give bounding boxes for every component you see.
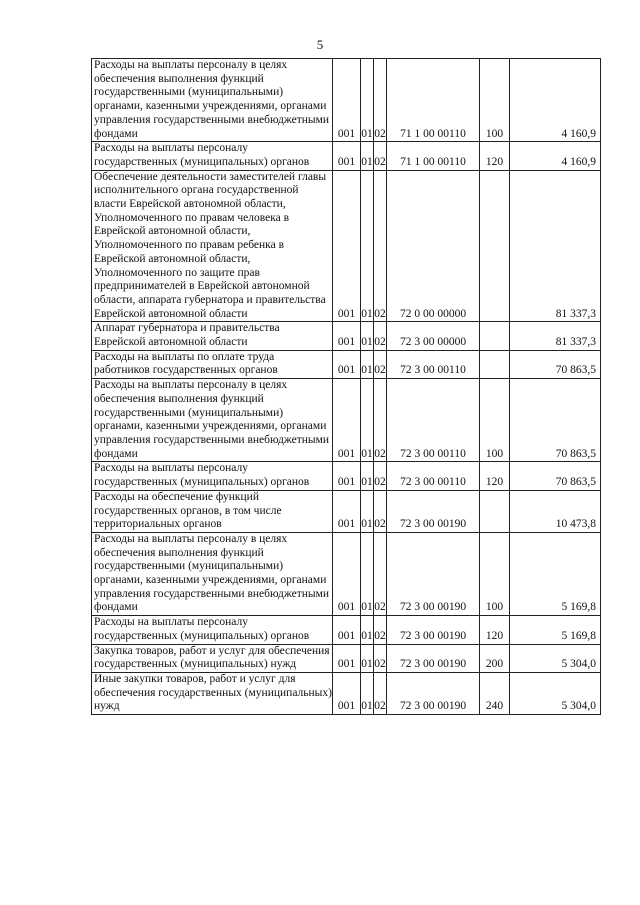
target-article-code: 72 3 00 00190	[387, 532, 480, 615]
table-row	[92, 644, 601, 672]
subsection-code: 02	[374, 59, 387, 142]
target-article-code: 71 1 00 00110	[387, 59, 480, 142]
table-row	[92, 379, 601, 462]
target-article-code: 72 0 00 00000	[387, 170, 480, 322]
amount: 4 160,9	[510, 59, 601, 142]
subsection-code: 02	[374, 532, 387, 615]
table-row	[92, 59, 601, 142]
section-code: 01	[361, 616, 374, 644]
row-name: Обеспечение деятельности заместителей главы исполнительного органа государственной власти Еврейской автономной области, Уполномоченного по правам человека в Еврейской автономной области, Уполномоченного по правам ребенка в Еврейской автономной области, Уполномоченного по защите прав предпринимателей в Еврейской автономной области, аппарата губернатора и правительства Еврейской автономной области	[92, 170, 333, 322]
expense-type-code	[480, 170, 510, 322]
target-article-code: 72 3 00 00190	[387, 672, 480, 714]
row-name: Расходы на выплаты персоналу в целях обеспечения выполнения функций государственными (муниципальными) органами, казенными учреждениями, органами управления государственными внебюджетными фондами	[92, 532, 333, 615]
table-row	[92, 532, 601, 615]
target-article-code: 72 3 00 00110	[387, 379, 480, 462]
row-name: Расходы на выплаты персоналу государственных (муниципальных) органов	[92, 616, 333, 644]
page-number: 5	[316, 37, 324, 52]
section-code: 01	[361, 644, 374, 672]
section-code: 01	[361, 322, 374, 350]
row-name: Расходы на выплаты персоналу в целях обеспечения выполнения функций государственными (муниципальными) органами, казенными учреждениями, органами управления государственными внебюджетными фондами	[92, 379, 333, 462]
amount: 70 863,5	[510, 379, 601, 462]
expense-type-code: 100	[480, 59, 510, 142]
budget-table	[91, 58, 601, 715]
ministry-code: 001	[333, 142, 361, 170]
subsection-code: 02	[374, 322, 387, 350]
ministry-code: 001	[333, 462, 361, 490]
row-name: Расходы на выплаты персоналу государственных (муниципальных) органов	[92, 462, 333, 490]
section-code: 01	[361, 490, 374, 532]
row-name: Закупка товаров, работ и услуг для обеспечения государственных (муниципальных) нужд	[92, 644, 333, 672]
target-article-code: 72 3 00 00190	[387, 616, 480, 644]
row-name: Аппарат губернатора и правительства Еврейской автономной области	[92, 322, 333, 350]
subsection-code: 02	[374, 672, 387, 714]
amount: 81 337,3	[510, 170, 601, 322]
budget-table-body	[92, 59, 601, 715]
target-article-code: 72 3 00 00110	[387, 462, 480, 490]
subsection-code: 02	[374, 142, 387, 170]
target-article-code: 72 3 00 00110	[387, 350, 480, 378]
table-row	[92, 616, 601, 644]
section-code: 01	[361, 170, 374, 322]
expense-type-code: 200	[480, 644, 510, 672]
table-row	[92, 170, 601, 322]
row-name: Расходы на выплаты персоналу государственных (муниципальных) органов	[92, 142, 333, 170]
subsection-code: 02	[374, 644, 387, 672]
target-article-code: 71 1 00 00110	[387, 142, 480, 170]
subsection-code: 02	[374, 616, 387, 644]
expense-type-code: 240	[480, 672, 510, 714]
subsection-code: 02	[374, 490, 387, 532]
expense-type-code: 100	[480, 379, 510, 462]
row-name: Расходы на выплаты персоналу в целях обеспечения выполнения функций государственными (муниципальными) органами, казенными учреждениями, органами управления государственными внебюджетными фондами	[92, 59, 333, 142]
ministry-code: 001	[333, 490, 361, 532]
amount: 5 169,8	[510, 616, 601, 644]
ministry-code: 001	[333, 532, 361, 615]
expense-type-code: 120	[480, 616, 510, 644]
expense-type-code: 120	[480, 142, 510, 170]
expense-type-code: 100	[480, 532, 510, 615]
ministry-code: 001	[333, 170, 361, 322]
expense-type-code: 120	[480, 462, 510, 490]
subsection-code: 02	[374, 462, 387, 490]
target-article-code: 72 3 00 00000	[387, 322, 480, 350]
ministry-code: 001	[333, 350, 361, 378]
section-code: 01	[361, 672, 374, 714]
section-code: 01	[361, 462, 374, 490]
table-row	[92, 322, 601, 350]
section-code: 01	[361, 532, 374, 615]
ministry-code: 001	[333, 59, 361, 142]
row-name: Иные закупки товаров, работ и услуг для обеспечения государственных (муниципальных) нужд	[92, 672, 333, 714]
subsection-code: 02	[374, 379, 387, 462]
amount: 5 304,0	[510, 644, 601, 672]
expense-type-code	[480, 350, 510, 378]
ministry-code: 001	[333, 322, 361, 350]
ministry-code: 001	[333, 379, 361, 462]
amount: 5 169,8	[510, 532, 601, 615]
amount: 70 863,5	[510, 350, 601, 378]
amount: 4 160,9	[510, 142, 601, 170]
section-code: 01	[361, 350, 374, 378]
table-row	[92, 350, 601, 378]
target-article-code: 72 3 00 00190	[387, 644, 480, 672]
amount: 70 863,5	[510, 462, 601, 490]
expense-type-code	[480, 322, 510, 350]
table-row	[92, 462, 601, 490]
ministry-code: 001	[333, 644, 361, 672]
ministry-code: 001	[333, 672, 361, 714]
section-code: 01	[361, 59, 374, 142]
section-code: 01	[361, 142, 374, 170]
table-row	[92, 142, 601, 170]
expense-type-code	[480, 490, 510, 532]
table-row	[92, 490, 601, 532]
subsection-code: 02	[374, 170, 387, 322]
ministry-code: 001	[333, 616, 361, 644]
amount: 10 473,8	[510, 490, 601, 532]
table-row	[92, 672, 601, 714]
target-article-code: 72 3 00 00190	[387, 490, 480, 532]
amount: 5 304,0	[510, 672, 601, 714]
amount: 81 337,3	[510, 322, 601, 350]
section-code: 01	[361, 379, 374, 462]
subsection-code: 02	[374, 350, 387, 378]
row-name: Расходы на выплаты по оплате труда работников государственных органов	[92, 350, 333, 378]
row-name: Расходы на обеспечение функций государственных органов, в том числе территориальных органов	[92, 490, 333, 532]
